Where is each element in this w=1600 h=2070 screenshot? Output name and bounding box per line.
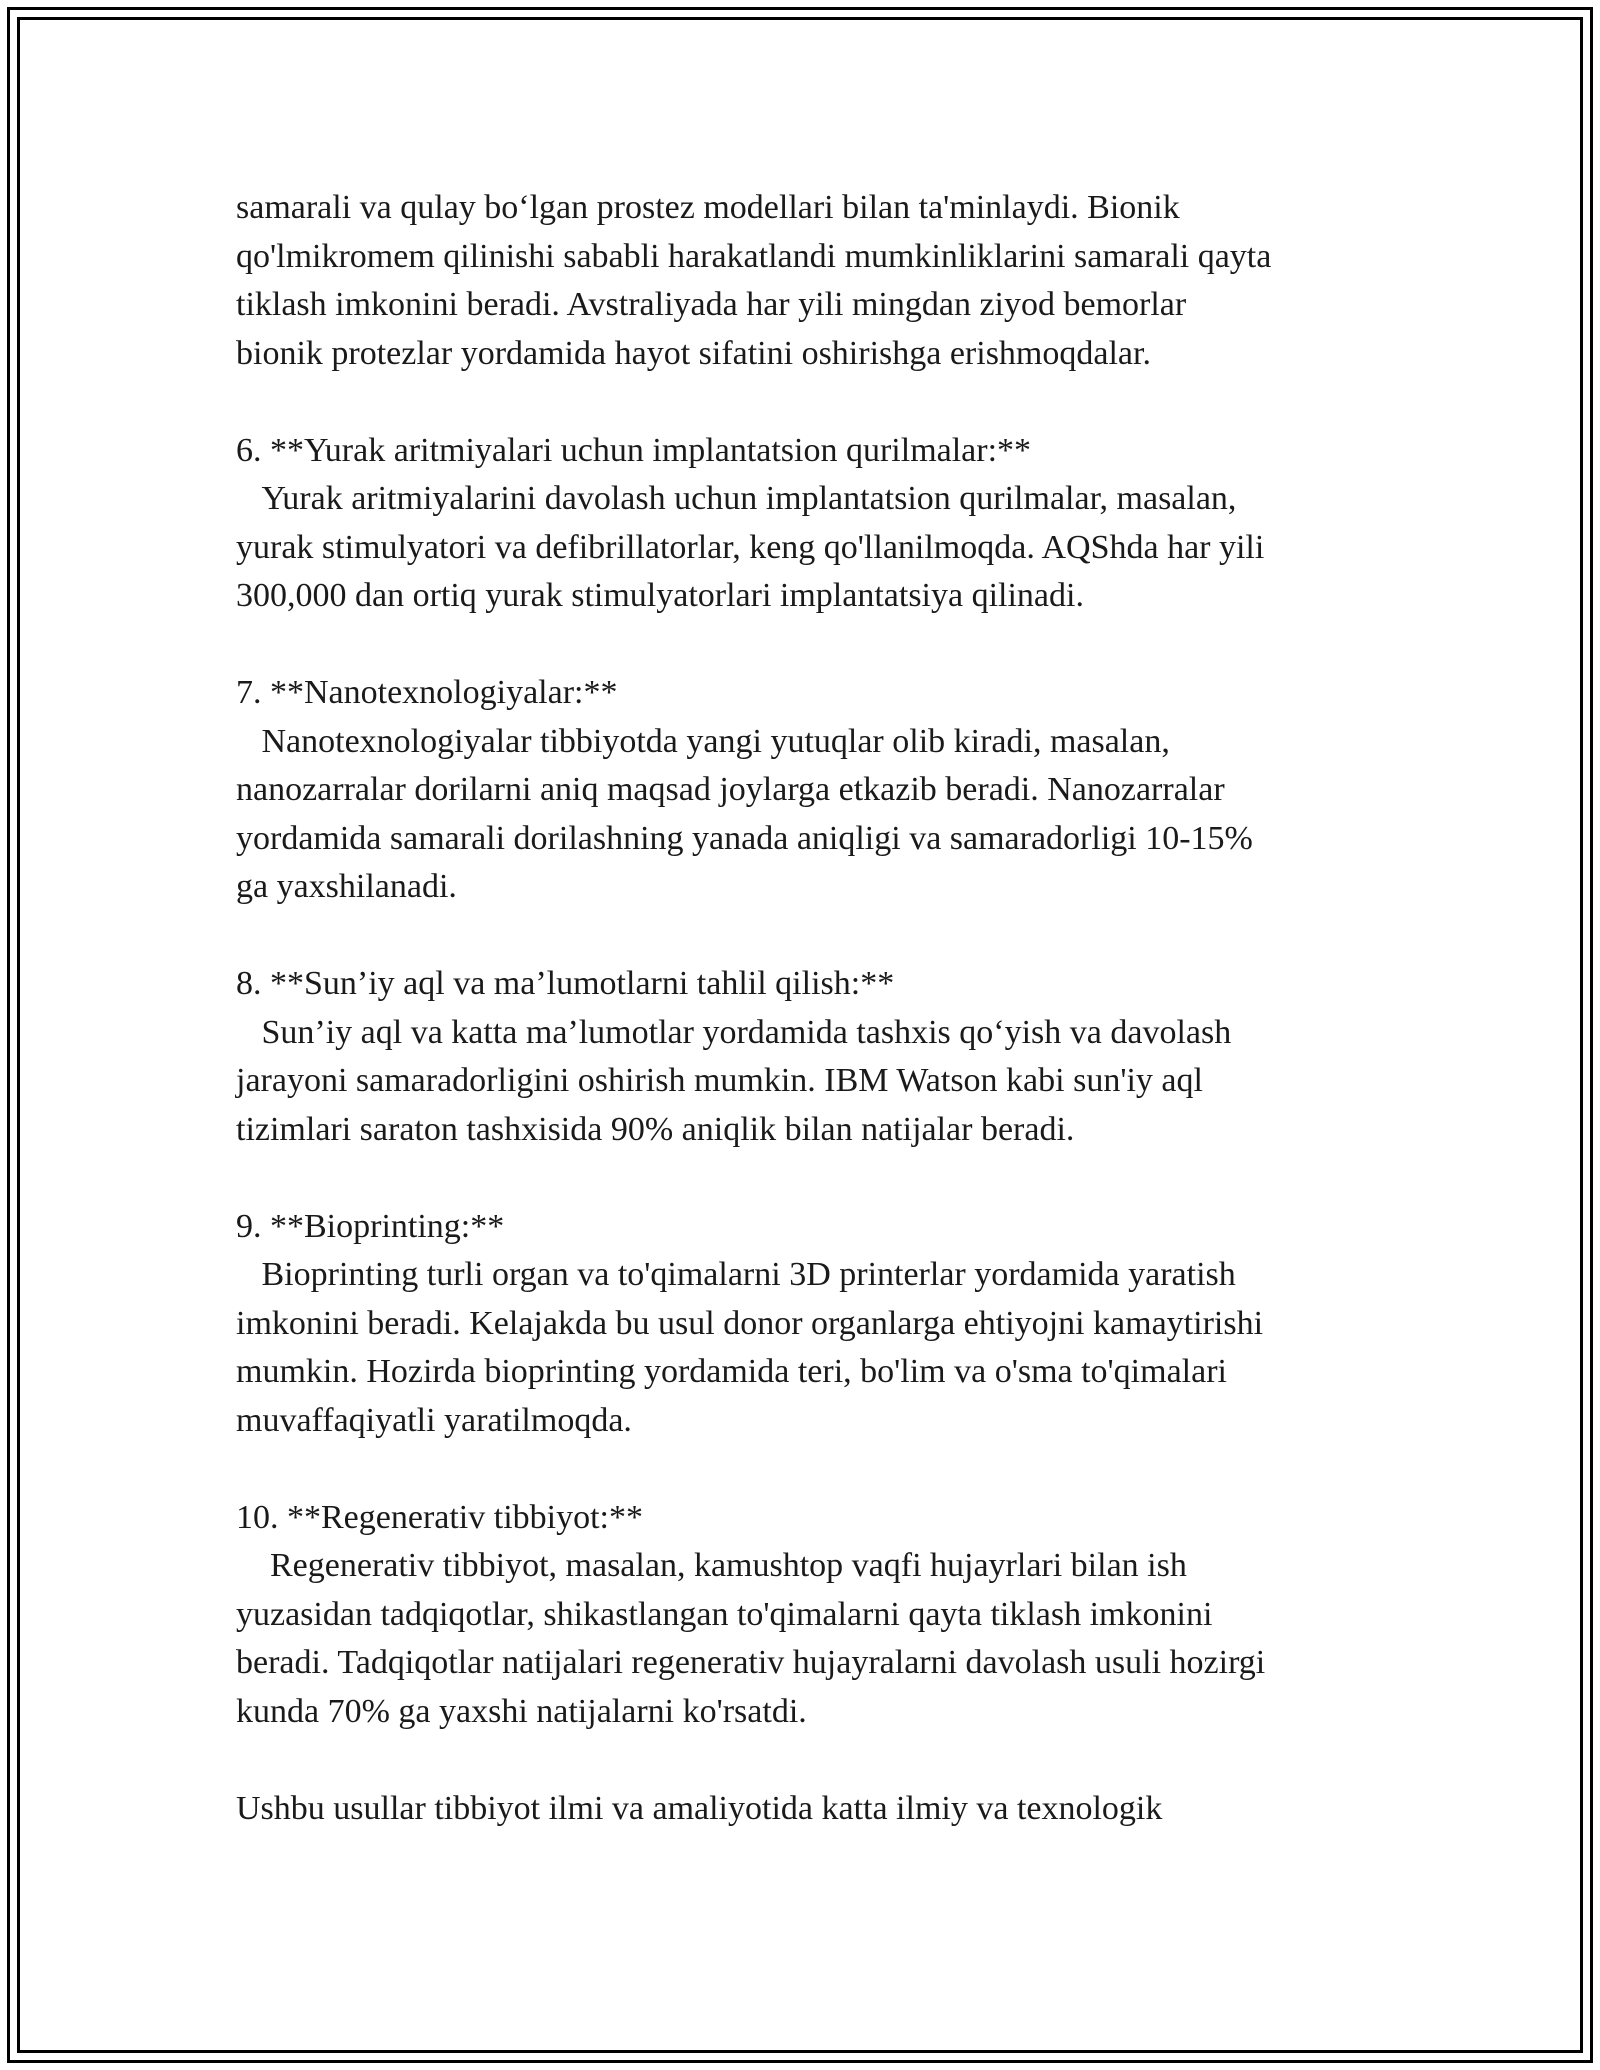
text-line: Nanotexnologiyalar tibbiyotda yangi yutuqlar olib kiradi, masalan, — [236, 722, 1170, 760]
paragraph-spacer — [236, 378, 1386, 427]
text-line: Sun’iy aql va katta ma’lumotlar yordamida tashxis qo‘yish va davolash — [236, 1013, 1232, 1051]
paragraph-spacer — [236, 1736, 1386, 1785]
text-line: samarali va qulay bo‘lgan prostez modellari bilan ta'minlaydi. Bionik — [236, 189, 1180, 226]
text-line: jarayoni samaradorligini oshirish mumkin. IBM Watson kabi sun'iy aql — [236, 1062, 1203, 1099]
section-6-heart-arrhythmia-devices — [236, 427, 1386, 621]
text-line: Regenerativ tibbiyot, masalan, kamushtop vaqfi hujayrlari bilan ish — [236, 1547, 1187, 1584]
paragraph-spacer — [236, 1445, 1386, 1494]
text-line: tiklash imkonini beradi. Avstraliyada har yili mingdan ziyod bemorlar — [236, 286, 1187, 323]
document-body — [236, 184, 1386, 1833]
text-line: yurak stimulyatori va defibrillatorlar, keng qo'llanilmoqda. AQShda har yili — [236, 528, 1265, 566]
paragraph-spacer — [236, 912, 1386, 961]
text-line: imkonini beradi. Kelajakda bu usul donor organlarga ehtiyojni kamaytirishi — [236, 1304, 1264, 1342]
section-heading: 10. **Regenerativ tibbiyot:** — [236, 1498, 643, 1536]
text-line: 300,000 dan ortiq yurak stimulyatorlari implantatsiya qilinadi. — [236, 577, 1084, 614]
paragraph-spacer — [236, 1154, 1386, 1203]
text-line: nanozarralar dorilarni aniq maqsad joylarga etkazib beradi. Nanozarralar — [236, 771, 1225, 808]
text-line: yordamida samarali dorilashning yanada aniqligi va samaradorligi 10-15% — [236, 819, 1253, 857]
section-heading: 9. **Bioprinting:** — [236, 1207, 505, 1245]
text-line: Bioprinting turli organ va to'qimalarni 3D printerlar yordamida yaratish — [236, 1256, 1236, 1293]
text-line: kunda 70% ga yaxshi natijalarni ko'rsatdi. — [236, 1692, 807, 1730]
section-10-regenerative-medicine — [236, 1494, 1386, 1737]
text-line: muvaffaqiyatli yaratilmoqda. — [236, 1401, 632, 1439]
text-line: mumkin. Hozirda bioprinting yordamida teri, bo'lim va o'sma to'qimalari — [236, 1353, 1227, 1390]
text-line: bionik protezlar yordamida hayot sifatini oshirishga erishmoqdalar. — [236, 334, 1151, 372]
text-line: Ushbu usullar tibbiyot ilmi va amaliyotida katta ilmiy va texnologik — [236, 1789, 1163, 1827]
text-line: qo'lmikromem qilinishi sababli harakatlandi mumkinliklarini samarali qayta — [236, 237, 1272, 275]
section-heading: 6. **Yurak aritmiyalari uchun implantatsion qurilmalar:** — [236, 431, 1032, 469]
text-line: Yurak aritmiyalarini davolash uchun implantatsion qurilmalar, masalan, — [236, 480, 1237, 517]
section-9-bioprinting — [236, 1203, 1386, 1446]
section-7-nanotechnology — [236, 669, 1386, 912]
paragraph-bionic-prosthetics — [236, 184, 1386, 378]
text-line: ga yaxshilanadi. — [236, 868, 457, 905]
text-line: tizimlari saraton tashxisida 90% aniqlik bilan natijalar beradi. — [236, 1110, 1075, 1148]
paragraph-conclusion — [236, 1785, 1386, 1834]
section-heading: 7. **Nanotexnologiyalar:** — [236, 674, 618, 711]
text-line: beradi. Tadqiqotlar natijalari regenerativ hujayralarni davolash usuli hozirgi — [236, 1644, 1266, 1681]
section-heading: 8. **Sun’iy aql va ma’lumotlarni tahlil qilish:** — [236, 965, 895, 1002]
paragraph-spacer — [236, 621, 1386, 670]
section-8-ai-data-analysis — [236, 960, 1386, 1154]
text-line: yuzasidan tadqiqotlar, shikastlangan to'qimalarni qayta tiklash imkonini — [236, 1595, 1213, 1633]
